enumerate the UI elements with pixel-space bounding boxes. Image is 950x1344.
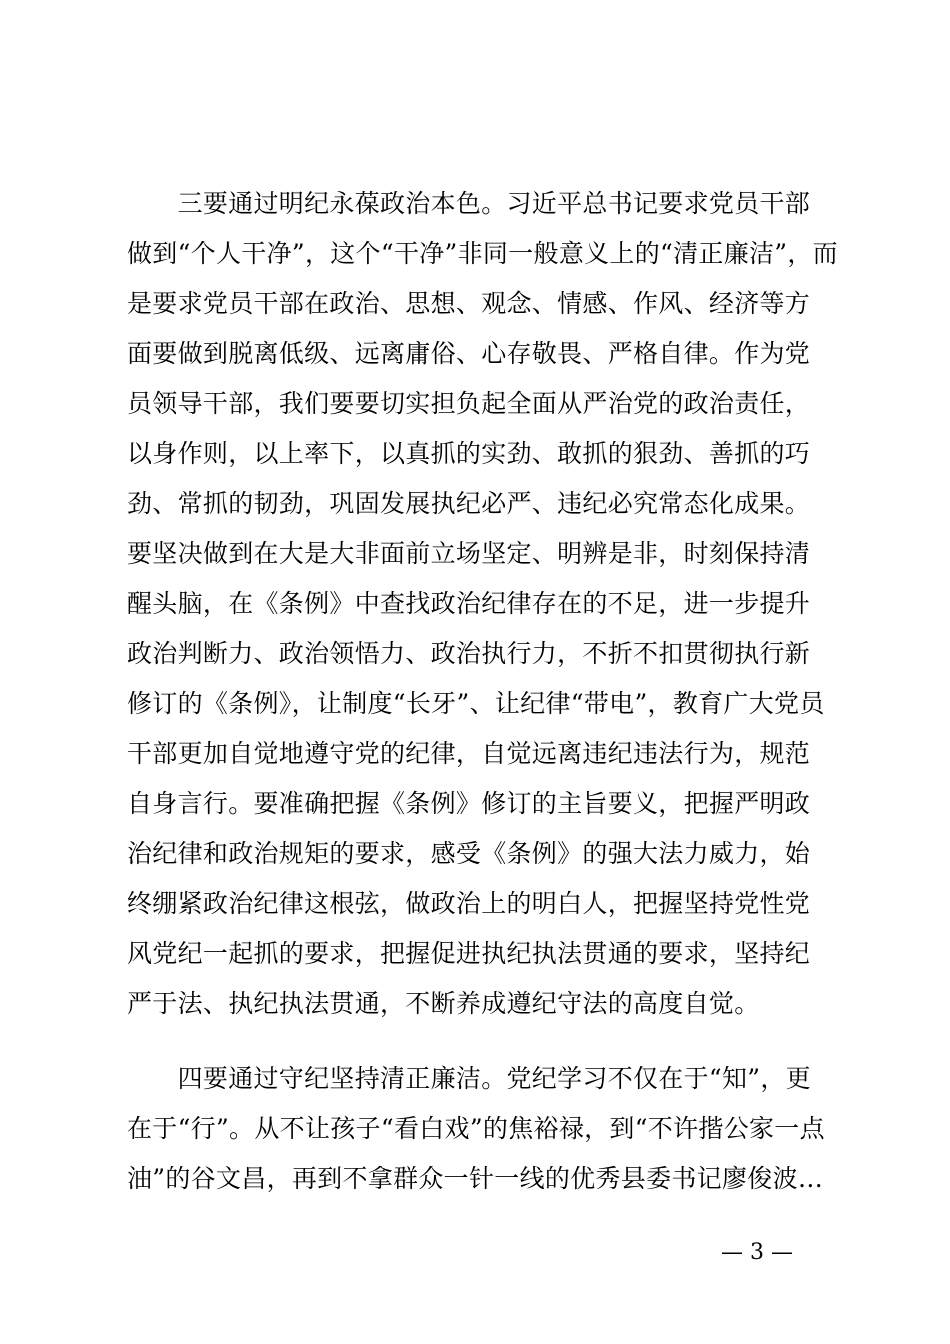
- text-line: 以身作则，以上率下，以真抓的实劲、敢抓的狠劲、善抓的巧: [127, 439, 811, 468]
- text-line: 三要通过明纪永葆政治本色。习近平总书记要求党员干部: [127, 189, 811, 218]
- text-line: 严于法、执纪执法贯通，不断养成遵纪守法的高度自觉。: [127, 989, 760, 1018]
- text-line: 治纪律和政治规矩的要求，感受《条例》的强大法力威力，始: [127, 839, 811, 868]
- paragraph-discipline-integrity: [127, 1054, 847, 1204]
- text-line: 政治判断力、政治领悟力、政治执行力，不折不扣贯彻执行新: [127, 639, 811, 668]
- text-line: 自身言行。要准确把握《条例》修订的主旨要义，把握严明政: [127, 789, 811, 818]
- text-line: 在于“行”。从不让孩子“看白戏”的焦裕禄，到“不许揩公家一点: [127, 1114, 825, 1143]
- text-line: 面要做到脱离低级、远离庸俗、心存敬畏、严格自律。作为党: [127, 339, 811, 368]
- text-line: 终绷紧政治纪律这根弦，做政治上的明白人，把握坚持党性党: [127, 889, 811, 918]
- body-text: [127, 179, 847, 1204]
- page-number: — 3 —: [721, 1240, 793, 1265]
- text-line: 干部更加自觉地遵守党的纪律，自觉远离违纪违法行为，规范: [127, 739, 811, 768]
- text-line: 修订的《条例》，让制度“长牙”、让纪律“带电”，教育广大党员: [127, 689, 825, 718]
- text-line: 四要通过守纪坚持清正廉洁。党纪学习不仅在于“知”，更: [127, 1064, 811, 1093]
- text-line: 做到“个人干净”，这个“干净”非同一般意义上的“清正廉洁”，而: [127, 239, 838, 268]
- text-line: 醒头脑，在《条例》中查找政治纪律存在的不足，进一步提升: [127, 589, 811, 618]
- text-line: 劲、常抓的韧劲，巩固发展执纪必严、违纪必究常态化成果。: [127, 489, 811, 518]
- text-line: 要坚决做到在大是大非面前立场坚定、明辨是非，时刻保持清: [127, 539, 811, 568]
- text-line: 风党纪一起抓的要求，把握促进执纪执法贯通的要求，坚持纪: [127, 939, 811, 968]
- text-line: 油”的谷文昌，再到不拿群众一针一线的优秀县委书记廖俊波…: [127, 1164, 824, 1193]
- paragraph-discipline-political: [127, 179, 847, 1029]
- text-line: 员领导干部，我们要要切实担负起全面从严治党的政治责任，: [127, 389, 811, 418]
- paragraph-gap: [127, 1029, 847, 1054]
- text-line: 是要求党员干部在政治、思想、观念、情感、作风、经济等方: [127, 289, 811, 318]
